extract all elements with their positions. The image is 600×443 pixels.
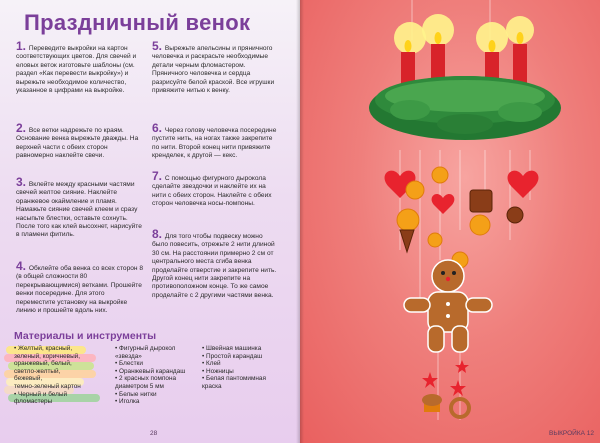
book-spine [296,0,304,443]
step-text: Для того чтобы подвеску можно было повесить, отрежьте 2 нити длиной 30 см. На расстоянии примерно 2 см от центрального места сгиба венка проделайте отверстие и закрепите нить. Другой конец нити закрепите на противоположном конце. То же самое проделайте с 2 другими частями венка. [152,233,277,299]
material-item: краска [202,382,222,390]
step-text: Вырежьте апельсины и пряничного человечка и раскрасьте необходимые детали черным фломастером. Пряничного человечка и сердца разрисуйте белой краской. Все игрушки привяжите нитью к венку. [152,45,275,95]
step-text: Вклейте между красными частями свечей желтое сияние. Наклейте оранжевое окаймление и пламя. Намажьте сияние свечей клеем и сразу насыпьте блестки, оставьте сохнуть. После того как клей высохнет, нарисуйте в пламени фитиль. [16,181,142,239]
materials-col-2 [115,345,185,406]
step-2 [16,121,144,161]
material-item: • Простой карандаш [202,352,263,360]
material-item: • Фигурный дырокол [115,345,176,352]
step-number: 3. [16,175,27,189]
material-item: • Белые нитки [115,390,157,398]
materials-col-3 [202,345,266,391]
muffin-ornament [422,394,442,412]
step-number: 6. [152,121,163,135]
step-3 [16,175,144,240]
step-number: 7. [152,169,163,183]
step-number: 4. [16,259,27,273]
page-title: Праздничный венок [24,10,251,35]
wreath-illustration [300,0,600,443]
material-item: • Клей [202,360,221,368]
step-text: С помощью фигурного дырокола сделайте звездочки и наклейте их на нити с обеих сторон. Наклейте с обеих сторон человечка носы-помпоны. [152,175,272,208]
material-item: • 2 красных помпона [115,375,177,383]
step-number: 5. [152,39,163,53]
material-item: • Черный и белый [14,390,68,398]
material-item: • Желтый, красный, [14,345,73,352]
material-item: «звезда» [115,352,142,360]
material-item: темно-зеленый картон [14,382,81,390]
orange-ornaments [397,167,490,268]
material-item: • Иголка [115,398,140,406]
materials-title: Материалы и инструменты [14,330,157,342]
step-6 [152,121,280,161]
step-text: Все ветки надрежьте по краям. Основание венка вырежьте дважды. На верхней части с обеих сторон равномерно наклейте свечи. [16,127,139,160]
material-item: бежевый, [14,375,43,383]
step-number: 2. [16,121,27,135]
material-item: • Швейная машинка [202,345,262,352]
step-1 [16,39,144,95]
material-item: фломастеры [14,398,53,406]
material-item: • Блестки [115,360,143,368]
step-7 [152,169,280,209]
wreath-branches [369,76,561,140]
step-text: Обклейте оба венка со всех сторон 8 (в общей сложности 80 перекрывающимися) ветками. Прошейте венки посередине. Для этого переместите установку на выкройке линию и прошейте вдоль них. [16,265,144,315]
material-item: оранжевый, белый, [14,360,72,368]
gingerbread-man [404,260,492,352]
material-item: • Белая пантомимная [202,375,266,383]
right-page [300,0,600,443]
step-number: 8. [152,227,163,241]
material-item: • Ножницы [202,367,234,375]
step-number: 1. [16,39,27,53]
material-item: • Оранжевый карандаш [115,367,186,375]
materials-col-1 [14,345,81,406]
star-ornaments [422,360,469,396]
material-item: светло-желтый, [14,367,61,375]
step-text: Через голову человечка посередине пустите нить, на ногах также закрепите по нити. Второй конец нити привяжите кренделек, к другой — кекс. [152,127,277,160]
step-8 [152,227,280,300]
step-4 [16,259,144,315]
step-5 [152,39,280,95]
step-text: Переведите выкройки на картон соответствующих цветов. Для свечей и еловых веток изготовьте шаблоны (см. раздел «Как перевести выкройку») и вырежьте необходимое количество, указанное в цифрами на выкройке. [16,45,137,95]
page-number-left: 28 [150,430,158,437]
page-number-right: ВЫКРОЙКА 12 [549,430,594,437]
material-item: диаметром 5 мм [115,382,164,390]
material-item: зеленый, коричневый, [14,352,81,360]
